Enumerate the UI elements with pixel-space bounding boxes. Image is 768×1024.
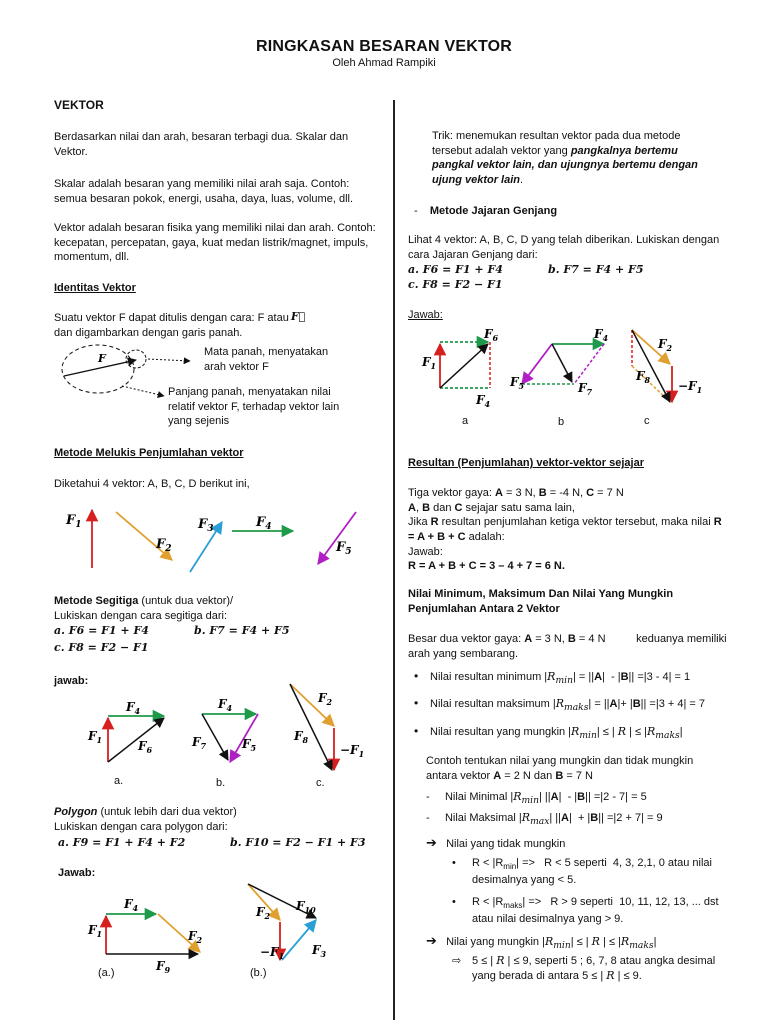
segitiga-eq-a: a. F6 = F1 + F4	[54, 624, 149, 637]
svg-text:F2: $F_2$	[256, 905, 271, 921]
svg-text:F5: $F_5$	[242, 737, 257, 753]
svg-text:F3: $F_3$	[312, 943, 327, 959]
par-b-f5	[522, 344, 552, 384]
nilai-intro: Besar dua vektor gaya: A = 3 N, B = 4 N keduanya memiliki arah yang sembarang.	[408, 633, 727, 660]
fig-label-b: b.	[216, 777, 226, 789]
svg-text:−F1: $-F_1$	[678, 379, 703, 395]
jajaran-heading-line: - Metode Jajaran Genjang	[414, 205, 558, 217]
polygon-eq-a: a. F9 = F1 + F4 + F2	[58, 836, 186, 849]
arrow-right-icon: ➔	[426, 835, 437, 850]
bullet-mungkin: • Nilai resultan yang mungkin $|R_{min}|$ ≤ | R | ≤ $|R_{maks}|$	[408, 725, 730, 742]
segitiga-heading-line: Metode Segitiga (untuk dua vektor)/	[54, 595, 234, 607]
heading-nilai-min-max: Nilai Minimum, Maksimum Dan Nilai Yang Mungkin Penjumlahan Antara 2 Vektor	[408, 588, 674, 615]
svg-text:F2: $F_2$	[188, 929, 203, 945]
svg-text:−F1: $-F_1$	[260, 945, 285, 961]
vector-f2	[116, 512, 172, 560]
sub-bullet-1: • $R < |R_{min}| => R < 5$ seperti 4, 3, 2,1, 0 atau nilai desimalnya yang < 5.	[452, 857, 712, 886]
triangle-method-figure	[84, 678, 384, 788]
heading-resultan-sejajar: Resultan (Penjumlahan) vektor-vektor sejajar	[408, 457, 644, 469]
svg-text:F1: $F_1$	[88, 729, 103, 745]
label-f1: $F_1$	[66, 513, 82, 530]
label-f4: $F_4$	[256, 515, 272, 532]
fig-label-a: a.	[114, 775, 124, 787]
identitas-line-1: Suatu vektor F dapat ditulis dengan cara: F atau F⃗	[54, 310, 306, 324]
svg-text:F7: $F_7$	[578, 381, 593, 397]
tri-a-f6	[108, 718, 164, 762]
svg-text:F2: $F_2$	[318, 691, 333, 707]
svg-text:F4: $F_4$	[126, 700, 141, 716]
column-divider	[393, 100, 395, 1020]
arrowhead-ellipse	[126, 350, 146, 368]
fig-label-poly-b: (b.)	[250, 967, 267, 979]
segitiga-eq-c: c. F8 = F2 − F1	[54, 641, 149, 654]
pointer-length	[122, 386, 164, 396]
svg-text:F2: $F_2$	[658, 337, 673, 353]
jajaran-instruction: Lihat 4 vektor: A, B, C, D yang telah diberikan. Lukiskan dengan cara Jajaran Genjang dari:	[408, 234, 720, 261]
jajaran-eq-a: a. F6 = F1 + F4	[408, 263, 503, 276]
fig-label-par-a: a	[462, 415, 469, 427]
arrow-tidak-mungkin: ➔ Nilai yang tidak mungkin	[426, 835, 566, 850]
polygon-eq-b: b. F10 = F2 − F1 + F3	[230, 836, 366, 849]
svg-text:F8: $F_8$	[294, 729, 309, 745]
fig-label-poly-a: (a.)	[98, 967, 115, 979]
annotation-length: Panjang panah, menyatakan nilai relatif vektor F, terhadap vektor lain yang sejenis	[168, 386, 340, 428]
paragraph-diketahui: Diketahui 4 vektor: A, B, C, D berikut ini,	[54, 478, 250, 490]
svg-text:F7: $F_7$	[192, 735, 207, 751]
svg-text:F8: $F_8$	[636, 369, 651, 385]
svg-text:F6: $F_6$	[484, 327, 499, 343]
vector-F-label: F	[98, 352, 106, 365]
arrow-mungkin: ➔ Nilai yang mungkin $|R_{min}|$ ≤ | R | ≤ $|R_{maks}|$	[426, 933, 657, 952]
dash-min: - Nilai Minimal $|R_{min}|$ ||A| - |B|| =|2 - 7| = 5	[426, 790, 647, 807]
segitiga-eq-b: b. F7 = F4 + F5	[194, 624, 290, 637]
parallelogram-method-figure	[414, 322, 714, 412]
pointer-arrowhead	[148, 359, 190, 361]
polygon-heading-line: Polygon (untuk lebih dari dua vektor)	[54, 806, 237, 818]
sub-bullet-2: • $R < |R_{maks}| => R > 9$ seperti 10, 11, 12, 13, ... dst atau nilai desimalnya yang > 9.	[452, 896, 719, 925]
par-a-f6	[440, 344, 488, 388]
jajaran-eq-c: c. F8 = F2 − F1	[408, 278, 503, 291]
jajaran-eq-b: b. F7 = F4 + F5	[548, 263, 644, 276]
identitas-line-2: dan digambarkan dengan garis panah.	[54, 327, 243, 339]
trik-paragraph: Trik: menemukan resultan vektor pada dua metode tersebut adalah vektor yang pangkalnya bertemu pangkal vektor lain, dan ujungnya bertemu dengan ujung vektor lain.	[432, 130, 698, 186]
hollow-arrow-icon: ⇨	[452, 955, 462, 967]
svg-text:F1: $F_1$	[422, 355, 437, 371]
heading-polygon: Polygon	[54, 806, 98, 818]
par-b-f5-dashed	[574, 344, 604, 384]
resultan-paragraph: Tiga vektor gaya: A = 3 N, B = -4 N, C = 7 N A, B dan C sejajar satu sama lain, Jika R resultan penjumlahan ketiga vektor tersebut, maka nilai R = A + B + C adalah: Jawab: R = A + B + C = 3 – 4 + 7 = 6 N.	[408, 487, 722, 573]
fig-label-par-b: b	[558, 416, 565, 428]
svg-text:F4: $F_4$	[124, 897, 139, 913]
bullet-min: • Nilai resultan minimum $|R_{min}| = ||A| - |B|| =|3 - 4| = 1$	[408, 670, 730, 687]
sub-bullet-3: ⇨ 5 ≤ | R | ≤ 9, seperti 5 ; 6, 7, 8 atau angka desimal yang berada di antara 5 ≤ | R | ≤ 9.	[452, 954, 716, 982]
heading-jajaran-genjang: Metode Jajaran Genjang	[429, 205, 558, 217]
jawab-label-1: jawab:	[54, 675, 89, 687]
svg-text:F5: $F_5$	[510, 375, 525, 391]
annotation-arrowhead: Mata panah, menyatakan arah vektor F	[204, 346, 329, 373]
svg-text:F6: $F_6$	[138, 739, 153, 755]
poly-b-f3	[282, 920, 316, 960]
tri-b-f7	[202, 714, 228, 760]
label-f3: $F_3$	[198, 517, 214, 534]
author-line: Oleh Ahmad Rampiki	[332, 57, 436, 69]
heading-identitas-vektor: Identitas Vektor	[54, 282, 136, 294]
heading-vektor: VEKTOR	[54, 98, 104, 112]
given-vectors-figure	[60, 500, 380, 580]
fig-label-par-c: c	[644, 415, 650, 427]
paragraph-skalar: Skalar adalah besaran yang memiliki nilai arah saja. Contoh: semua besaran pokok, energi, usaha, daya, luas, volume, dll.	[54, 178, 354, 205]
svg-text:F4: $F_4$	[476, 393, 491, 409]
jawab-label-2: Jawab:	[58, 867, 96, 879]
fig-label-c: c.	[316, 777, 325, 789]
heading-segitiga: Metode Segitiga	[54, 595, 139, 607]
vector-F-notation: F⃗	[290, 310, 306, 323]
polygon-instruction: Lukiskan dengan cara polygon dari:	[54, 821, 228, 833]
nilai-bullet-list	[408, 670, 730, 752]
label-f5: $F_5$	[336, 540, 352, 557]
svg-text:F9: $F_9$	[156, 959, 171, 975]
label-f2: $F_2$	[156, 537, 172, 554]
par-b-f7	[552, 344, 572, 382]
paragraph-intro: Berdasarkan nilai dan arah, besaran terbagi dua. Skalar dan Vektor.	[54, 131, 349, 158]
dash-max: - Nilai Maksimal $|R_{max}|$ ||A| + |B|| =|2 + 7| = 9	[426, 811, 663, 828]
arrow-right-icon: ➔	[426, 933, 437, 948]
svg-text:−F1: $-F_1$	[340, 743, 365, 759]
svg-text:F1: $F_1$	[88, 923, 103, 939]
svg-text:F4: $F_4$	[218, 697, 233, 713]
svg-text:F4: $F_4$	[594, 327, 609, 343]
polygon-method-figure	[84, 876, 384, 976]
page-title: RINGKASAN BESARAN VEKTOR	[255, 38, 513, 55]
svg-text:F10: $F_{10}$	[296, 899, 316, 915]
jawab-label-3: Jawab:	[408, 309, 443, 321]
bullet-maks: • Nilai resultan maksimum $|R_{maks}| = ||A|+ |B|| =|3 + 4| = 7$	[408, 697, 730, 714]
segitiga-instruction: Lukiskan dengan cara segitiga dari:	[54, 610, 228, 622]
paragraph-vektor: Vektor adalah besaran fisika yang memiliki nilai dan arah. Contoh: kecepatan, percepatan, gaya, kuat medan listrik/magnet, impuls, momentum, dll.	[54, 222, 376, 264]
heading-metode-melukis: Metode Melukis Penjumlahan vektor	[54, 447, 244, 459]
contoh-paragraph: Contoh tentukan nilai yang mungkin dan tidak mungkin antara vektor A = 2 N dan B = 7 N	[426, 755, 694, 782]
